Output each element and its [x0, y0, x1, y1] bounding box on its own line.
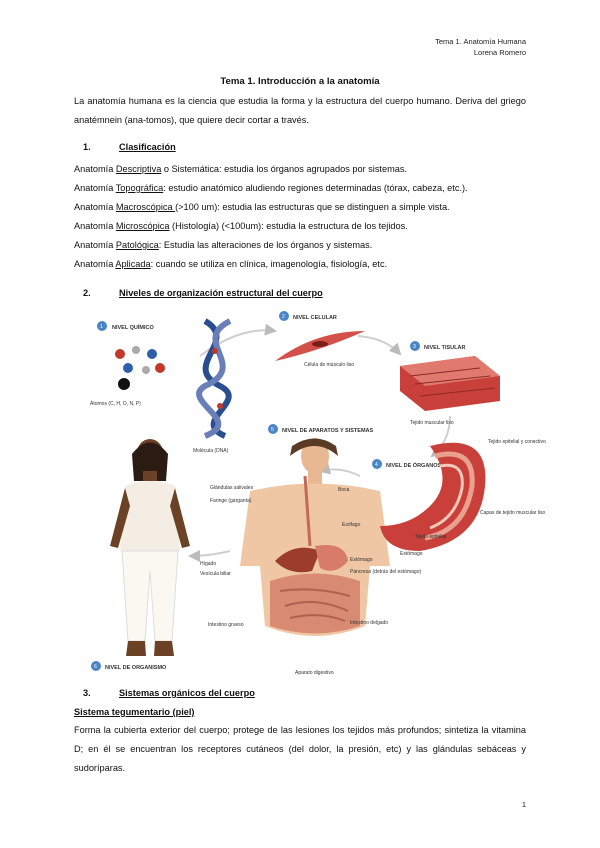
- svg-text:NIVEL DE APARATOS Y SISTEMAS: NIVEL DE APARATOS Y SISTEMAS: [282, 428, 374, 434]
- page-header: [435, 36, 526, 58]
- svg-text:Páncreas (detrás del estómago): Páncreas (detrás del estómago): [350, 569, 422, 575]
- svg-text:NIVEL TISULAR: NIVEL TISULAR: [424, 345, 466, 351]
- organ-level: [372, 439, 546, 557]
- dna-molecule: [199, 321, 230, 436]
- svg-text:4: 4: [375, 462, 378, 468]
- page-number: 1: [521, 800, 526, 809]
- svg-text:1: 1: [100, 324, 103, 330]
- page-title: Tema 1. Introducción a la anatomía: [220, 76, 380, 87]
- svg-text:Tejido epitelial y conectivo: Tejido epitelial y conectivo: [488, 439, 546, 445]
- svg-text:Glándulas salivales: Glándulas salivales: [210, 485, 254, 491]
- svg-text:5: 5: [271, 427, 274, 433]
- header-course: Tema 1. Anatomía Humana: [435, 37, 526, 46]
- section-2-heading: 2. Niveles de organización estructural del cuerpo: [83, 288, 323, 298]
- svg-text:Aparato digestivo: Aparato digestivo: [295, 670, 334, 676]
- organism-level: [91, 439, 190, 671]
- svg-text:Intestino delgado: Intestino delgado: [350, 620, 389, 626]
- integumentary-subheading: Sistema tegumentario (piel): [74, 707, 195, 717]
- svg-text:Capas de tejido muscular liso: Capas de tejido muscular liso: [480, 510, 546, 516]
- svg-text:NIVEL DE ÓRGANOS: NIVEL DE ÓRGANOS: [386, 463, 442, 469]
- svg-text:Hígado: Hígado: [200, 561, 217, 567]
- classification-item: Anatomía Microscópica (Histología) (<100um): estudia la estructura de los tejidos.: [74, 221, 408, 231]
- cellular-level: [275, 311, 365, 368]
- svg-text:Estómago: Estómago: [350, 557, 373, 563]
- svg-text:Boca: Boca: [338, 487, 350, 493]
- integumentary-paragraph: Forma la cubierta exterior del cuerpo; protege de las lesiones los tejidos más profundos; sintetiza la vitamina D; en él se encuentran los receptores cutáneos (del dolor, la presión, etc) y las glándulas sebáceas y sudoríparas.: [74, 725, 526, 773]
- header-author: Lorena Romero: [473, 48, 526, 57]
- svg-text:NIVEL CELULAR: NIVEL CELULAR: [293, 315, 337, 321]
- tissue-level: [400, 341, 500, 426]
- svg-text:Molécula (DNA): Molécula (DNA): [193, 448, 229, 454]
- svg-text:NIVEL QUÍMICO: NIVEL QUÍMICO: [112, 325, 154, 331]
- svg-text:Tejido epitelial: Tejido epitelial: [415, 534, 447, 540]
- chemical-level: [90, 321, 230, 454]
- svg-text:3: 3: [413, 344, 416, 350]
- svg-text:Átomos (C, H, O, N, P): Átomos (C, H, O, N, P): [90, 401, 141, 407]
- svg-text:6: 6: [94, 664, 97, 670]
- section-3-heading: 3. Sistemas orgánicos del cuerpo: [83, 688, 255, 698]
- section-1-number: 1.: [83, 142, 91, 152]
- section-1-title: Clasificación: [119, 142, 176, 152]
- classification-item: Anatomía Descriptiva o Sistemática: estudia los órganos agrupados por sistemas.: [74, 164, 407, 174]
- classification-item: Anatomía Aplicada: cuando se utiliza en clínica, imagenología, fisiología, etc.: [74, 259, 388, 269]
- svg-text:Tejido muscular liso: Tejido muscular liso: [410, 420, 454, 426]
- organization-levels-figure: [80, 306, 546, 686]
- classification-item: Anatomía Topográfica: estudio anatómico aludiendo regiones determinadas (tórax, cabeza, etc.).: [74, 183, 468, 193]
- section-1-heading: [83, 142, 176, 152]
- classification-item: Anatomía Patológica: Estudia las alteraciones de los órganos y sistemas.: [74, 240, 373, 250]
- svg-text:Estómago: Estómago: [400, 551, 423, 557]
- classification-item: Anatomía Macroscópica (>100 um): estudia las estructuras que se distinguen a simple vista.: [74, 202, 450, 212]
- svg-text:Intestino grueso: Intestino grueso: [208, 622, 244, 628]
- svg-text:NIVEL DE ORGANISMO: NIVEL DE ORGANISMO: [105, 665, 167, 671]
- intro-paragraph: La anatomía humana es la ciencia que estudia la forma y la estructura del cuerpo humano. Deriva del griego anatémnein (ana-tomos), que quiere decir cortar a través.: [74, 96, 526, 125]
- svg-text:Esófago: Esófago: [342, 522, 361, 528]
- svg-text:Célula de músculo liso: Célula de músculo liso: [304, 362, 355, 368]
- svg-text:Faringe (garganta): Faringe (garganta): [210, 498, 252, 504]
- svg-text:2: 2: [282, 314, 285, 320]
- system-level: [200, 424, 421, 676]
- svg-text:Vesícula biliar: Vesícula biliar: [200, 571, 231, 577]
